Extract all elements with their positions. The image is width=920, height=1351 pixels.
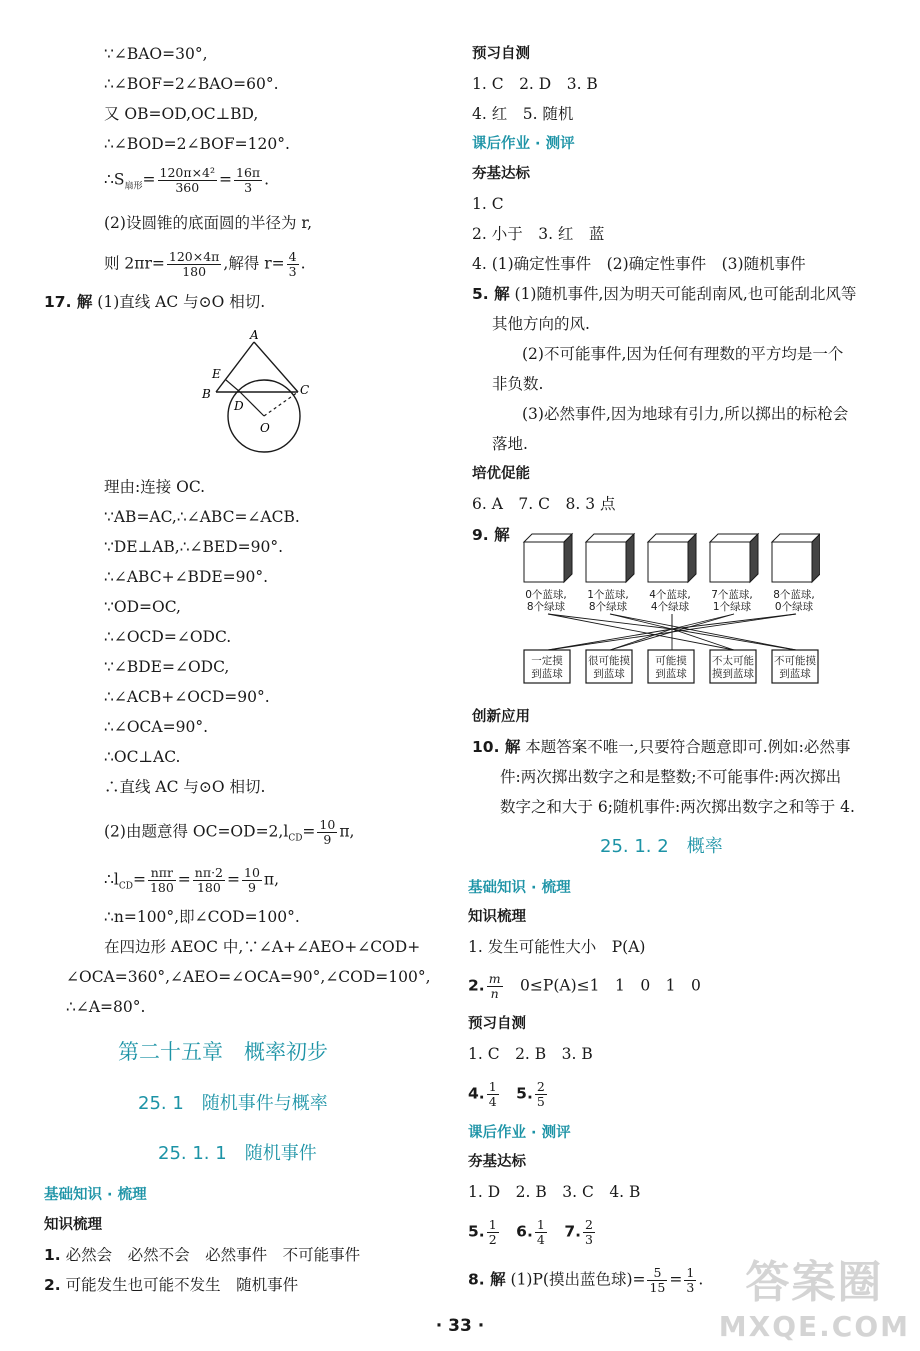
text: ∴l xyxy=(104,870,119,889)
answer-number: 10. 解 xyxy=(472,738,521,756)
denominator: 180 xyxy=(196,880,221,895)
subscript: 扇形 xyxy=(124,181,143,192)
text: (1)P(摸出蓝色球)= xyxy=(510,1270,646,1289)
cube-label: 1个蓝球, xyxy=(587,589,629,601)
chapter-title: 第二十五章 概率初步 xyxy=(118,1040,328,1064)
numerator: 4 xyxy=(288,249,297,264)
outcome-label: 很可能摸 xyxy=(588,655,630,667)
page-number: · 33 · xyxy=(435,1316,485,1336)
text-line: ∵∠BDE=∠ODC, xyxy=(104,658,230,676)
outcome-label: 一定摸 xyxy=(531,655,563,667)
answer-line: 6. A 7. C 8. 3 点 xyxy=(472,495,616,513)
subsection-title: 25. 1. 2 概率 xyxy=(600,836,723,857)
answer-number: 9. 解 xyxy=(472,526,510,544)
numerator: 1 xyxy=(488,1217,497,1232)
sub-heading: 预习自测 xyxy=(472,46,530,62)
text: (1)直线 AC 与⊙O 相切. xyxy=(97,293,266,311)
section-title: 25. 1 随机事件与概率 xyxy=(138,1093,328,1114)
answer-line: 4. (1)确定性事件 (2)确定性事件 (3)随机事件 xyxy=(472,255,806,273)
answer-number: 5. xyxy=(468,1222,485,1241)
outcome-label: 不可能摸 xyxy=(774,655,816,667)
outcome-label: 不太可能 xyxy=(712,655,754,667)
sub-heading: 知识梳理 xyxy=(44,1217,102,1233)
answer-number: 1. xyxy=(44,1246,61,1264)
text-line: ∴∠OCA=90°. xyxy=(104,718,208,736)
fraction xyxy=(148,866,176,895)
text-line: (3)必然事件,因为地球有引力,所以掷出的标枪会 xyxy=(522,405,849,423)
denominator: 2 xyxy=(488,1232,497,1247)
text: ∴S xyxy=(104,170,125,189)
text: 可能发生也可能不发生 随机事件 xyxy=(65,1276,299,1294)
answer-line: 1. C xyxy=(472,195,504,213)
label-e: E xyxy=(212,367,221,381)
outcome-label: 到蓝球 xyxy=(655,668,687,680)
answer-line xyxy=(472,283,856,305)
watermark-url: MXQE.COM xyxy=(718,1310,910,1343)
answer-line: 1. C 2. B 3. B xyxy=(468,1045,593,1063)
answer-line: 1. C 2. D 3. B xyxy=(472,75,598,93)
diagram-lines xyxy=(548,614,796,650)
sub-heading: 知识梳理 xyxy=(468,909,526,925)
text-line: ∴∠ACB+∠OCD=90°. xyxy=(104,688,270,706)
outcome-label: 到蓝球 xyxy=(779,668,811,680)
answer-number: 5. 解 xyxy=(472,285,510,303)
text: (2)由题意得 OC=OD=2,l xyxy=(104,822,289,841)
label-d: D xyxy=(234,399,244,413)
numerator: 2 xyxy=(585,1217,593,1232)
probability-diagram xyxy=(520,530,820,690)
text-line: ∴∠OCD=∠ODC. xyxy=(104,628,232,646)
answer-line xyxy=(472,736,850,758)
text-line: ∴∠A=80°. xyxy=(66,998,146,1016)
formula-line: $\therefore l_{CD}=$ $\frac{\text{nπr}}{180}$ = $\frac{n\pi\cdot 2}{180}$ = $\frac{10}{9}$ π, xyxy=(104,865,280,895)
denominator: 180 xyxy=(149,880,174,895)
numerator: 2 xyxy=(536,1079,545,1094)
text-line: 件:两次掷出数字之和是整数;不可能事件:两次掷出 xyxy=(500,768,842,786)
text-line: ∵AB=AC,∴∠ABC=∠ACB. xyxy=(104,508,300,526)
text-line: 其他方向的风. xyxy=(492,315,590,333)
answer-line: 2. 小于 3. 红 蓝 xyxy=(472,225,605,243)
geometry-figure xyxy=(196,328,326,458)
fraction xyxy=(487,1218,499,1247)
label-c: C xyxy=(300,383,310,397)
answer-line: 4. 红 5. 随机 xyxy=(472,105,574,123)
text-line xyxy=(44,291,265,313)
question-number: 17. 解 xyxy=(44,293,93,311)
subscript: CD xyxy=(288,833,303,844)
answer-number: 6. xyxy=(516,1222,533,1241)
formula-line: $\therefore S_{扇形}=$ $\frac{\text{120π×4²}}{360}$ = $\frac{16\pi}{3}$ . xyxy=(104,165,270,195)
text: π, xyxy=(339,822,355,841)
denominator: 360 xyxy=(175,180,200,195)
cube-1 xyxy=(524,534,572,582)
numerator: 10 xyxy=(244,865,260,880)
sub-heading: 创新应用 xyxy=(472,709,530,725)
label-a: A xyxy=(250,328,259,342)
denominator: n xyxy=(490,986,499,1001)
answer-line: 1. D 2. B 3. C 4. B xyxy=(468,1183,641,1201)
text-line: 非负数. xyxy=(492,375,544,393)
cube-4 xyxy=(710,534,758,582)
numerator: 1 xyxy=(536,1217,545,1232)
fraction xyxy=(193,866,225,895)
segment-de xyxy=(226,380,240,392)
formula-line xyxy=(104,818,354,850)
text-line: ∠OCA=360°,∠AEO=∠OCA=90°,∠COD=100°, xyxy=(66,968,431,986)
text: 必然会 必然不会 必然事件 不可能事件 xyxy=(65,1246,361,1264)
cube-label: 0个蓝球, xyxy=(525,589,567,601)
sub-heading: 夯基达标 xyxy=(468,1154,526,1170)
text: = xyxy=(132,870,146,889)
numerator: m xyxy=(488,971,501,986)
fraction xyxy=(234,166,262,195)
text-line: ∴∠BOD=2∠BOF=120°. xyxy=(104,135,290,153)
answer-number: 7. xyxy=(564,1222,581,1241)
numerator: nπr xyxy=(148,866,176,881)
text-line: ∵∠BAO=30°, xyxy=(104,45,208,63)
answer-line: 8. 解 (1)P(摸出蓝色球)= $\frac{5}{15}$ = $\frac{1}{3}$ . xyxy=(468,1265,704,1295)
fraction xyxy=(535,1080,547,1109)
cube-label: 8个绿球 xyxy=(588,601,628,613)
denominator: 3 xyxy=(288,264,297,279)
numerator: 120π×4² xyxy=(159,165,216,180)
fraction xyxy=(535,1218,547,1247)
cube-5 xyxy=(772,534,820,582)
text-line: ∴OC⊥AC. xyxy=(104,748,181,766)
numerator: 16π xyxy=(236,165,261,180)
text-line: (2)设圆锥的底面圆的半径为 r, xyxy=(104,214,313,232)
numerator: 1 xyxy=(686,1265,695,1280)
cube-3 xyxy=(648,534,696,582)
cube-label: 8个蓝球, xyxy=(773,589,815,601)
text: 则 2πr= xyxy=(104,254,165,273)
text: ,解得 r= xyxy=(223,254,285,273)
cube-label: 8个绿球 xyxy=(526,601,566,613)
fraction xyxy=(583,1218,595,1247)
cube-label: 7个蓝球, xyxy=(711,589,753,601)
text-line: ∴∠BOF=2∠BAO=60°. xyxy=(104,75,279,93)
text: (1)随机事件,因为明天可能刮南风,也可能刮北风等 xyxy=(514,285,857,303)
denominator: 4 xyxy=(536,1232,545,1247)
outcome-label: 到蓝球 xyxy=(531,668,563,680)
text-line: ∵DE⊥AB,∴∠BED=90°. xyxy=(104,538,284,556)
cube-label: 4个蓝球, xyxy=(649,589,691,601)
answer-number: 5. xyxy=(516,1084,533,1103)
sub-heading: 培优促能 xyxy=(472,466,530,482)
text-line: ∴直线 AC 与⊙O 相切. xyxy=(104,778,266,796)
watermark-text: 答案圈 xyxy=(745,1257,884,1308)
text-line: 在四边形 AEOC 中,∵∠A+∠AEO+∠COD+ xyxy=(104,938,421,956)
outcome-label: 可能摸 xyxy=(655,655,687,667)
fraction xyxy=(487,1080,499,1109)
numerator: 10 xyxy=(319,817,336,832)
denominator: 4 xyxy=(488,1094,497,1109)
label-o: O xyxy=(260,421,270,435)
fraction xyxy=(158,166,218,195)
text: 本题答案不唯一,只要符合题意即可.例如:必然事 xyxy=(525,738,851,756)
fraction xyxy=(242,866,262,895)
text-line: 又 OB=OD,OC⊥BD, xyxy=(104,105,259,123)
text: = xyxy=(302,822,316,841)
answer-line xyxy=(44,1274,298,1296)
answer-line xyxy=(468,1218,597,1247)
fraction xyxy=(167,250,222,279)
denominator: 15 xyxy=(649,1280,666,1295)
answer-line xyxy=(468,972,701,1001)
fraction xyxy=(317,818,337,847)
answer-line: 1. 发生可能性大小 P(A) xyxy=(468,938,646,956)
outcome-label: 到蓝球 xyxy=(593,668,625,680)
denominator: 3 xyxy=(686,1280,695,1295)
fraction xyxy=(487,972,503,1001)
cube-label: 0个绿球 xyxy=(774,601,814,613)
denominator: 3 xyxy=(585,1232,593,1247)
text-line: 理由:连接 OC. xyxy=(104,478,206,496)
sub-heading: 预习自测 xyxy=(468,1016,526,1032)
label-b: B xyxy=(202,387,211,401)
text-line: 落地. xyxy=(492,435,528,453)
fraction xyxy=(647,1266,667,1295)
sub-heading: 夯基达标 xyxy=(472,166,530,182)
answer-line xyxy=(44,1244,360,1266)
text-line: ∵OD=OC, xyxy=(104,598,181,616)
text: = xyxy=(142,170,156,189)
text-line: 数字之和大于 6;随机事件:两次掷出数字之和等于 4. xyxy=(500,798,855,816)
text: π, xyxy=(263,870,280,889)
segment-ab xyxy=(216,342,254,392)
teal-heading: 课后作业 · 测评 xyxy=(468,1125,571,1141)
answer-number: 4. xyxy=(468,1084,485,1103)
answer-number: 8. 解 xyxy=(468,1270,506,1289)
subsection-title: 25. 1. 1 随机事件 xyxy=(158,1143,317,1164)
text: 0≤P(A)≤1 1 0 1 0 xyxy=(504,976,701,995)
answer-number: 2. xyxy=(44,1276,61,1294)
denominator: 5 xyxy=(536,1094,545,1109)
outcome-label: 摸到蓝球 xyxy=(712,668,754,680)
cube-label: 4个绿球 xyxy=(650,601,690,613)
denominator: 9 xyxy=(323,832,332,847)
numerator: nπ·2 xyxy=(194,865,223,880)
teal-heading: 课后作业 · 测评 xyxy=(472,136,575,152)
segment-ac xyxy=(254,342,298,392)
denominator: 9 xyxy=(247,880,256,895)
cube-2 xyxy=(586,534,634,582)
teal-heading: 基础知识 · 梳理 xyxy=(468,880,571,896)
fraction xyxy=(684,1266,696,1295)
formula-line: 则 2πr= $\frac{120\times 4\pi}{180}$ ,解得 r= $\frac{4}{3}$ . xyxy=(104,249,306,279)
cube-label: 1个绿球 xyxy=(712,601,752,613)
text-line: ∴n=100°,即∠COD=100°. xyxy=(104,908,300,926)
answer-line xyxy=(468,1080,549,1109)
subscript: CD xyxy=(118,881,133,892)
numerator: 120×4π xyxy=(168,249,220,264)
numerator: 5 xyxy=(647,1266,667,1281)
answer-number: 2. xyxy=(468,976,485,995)
denominator: 180 xyxy=(182,264,207,279)
teal-heading: 基础知识 · 梳理 xyxy=(44,1187,147,1203)
text-line: ∴∠ABC+∠BDE=90°. xyxy=(104,568,269,586)
fraction xyxy=(287,250,299,279)
denominator: 3 xyxy=(244,180,253,195)
numerator: 1 xyxy=(488,1079,497,1094)
text-line: (2)不可能事件,因为任何有理数的平方均是一个 xyxy=(522,345,844,363)
